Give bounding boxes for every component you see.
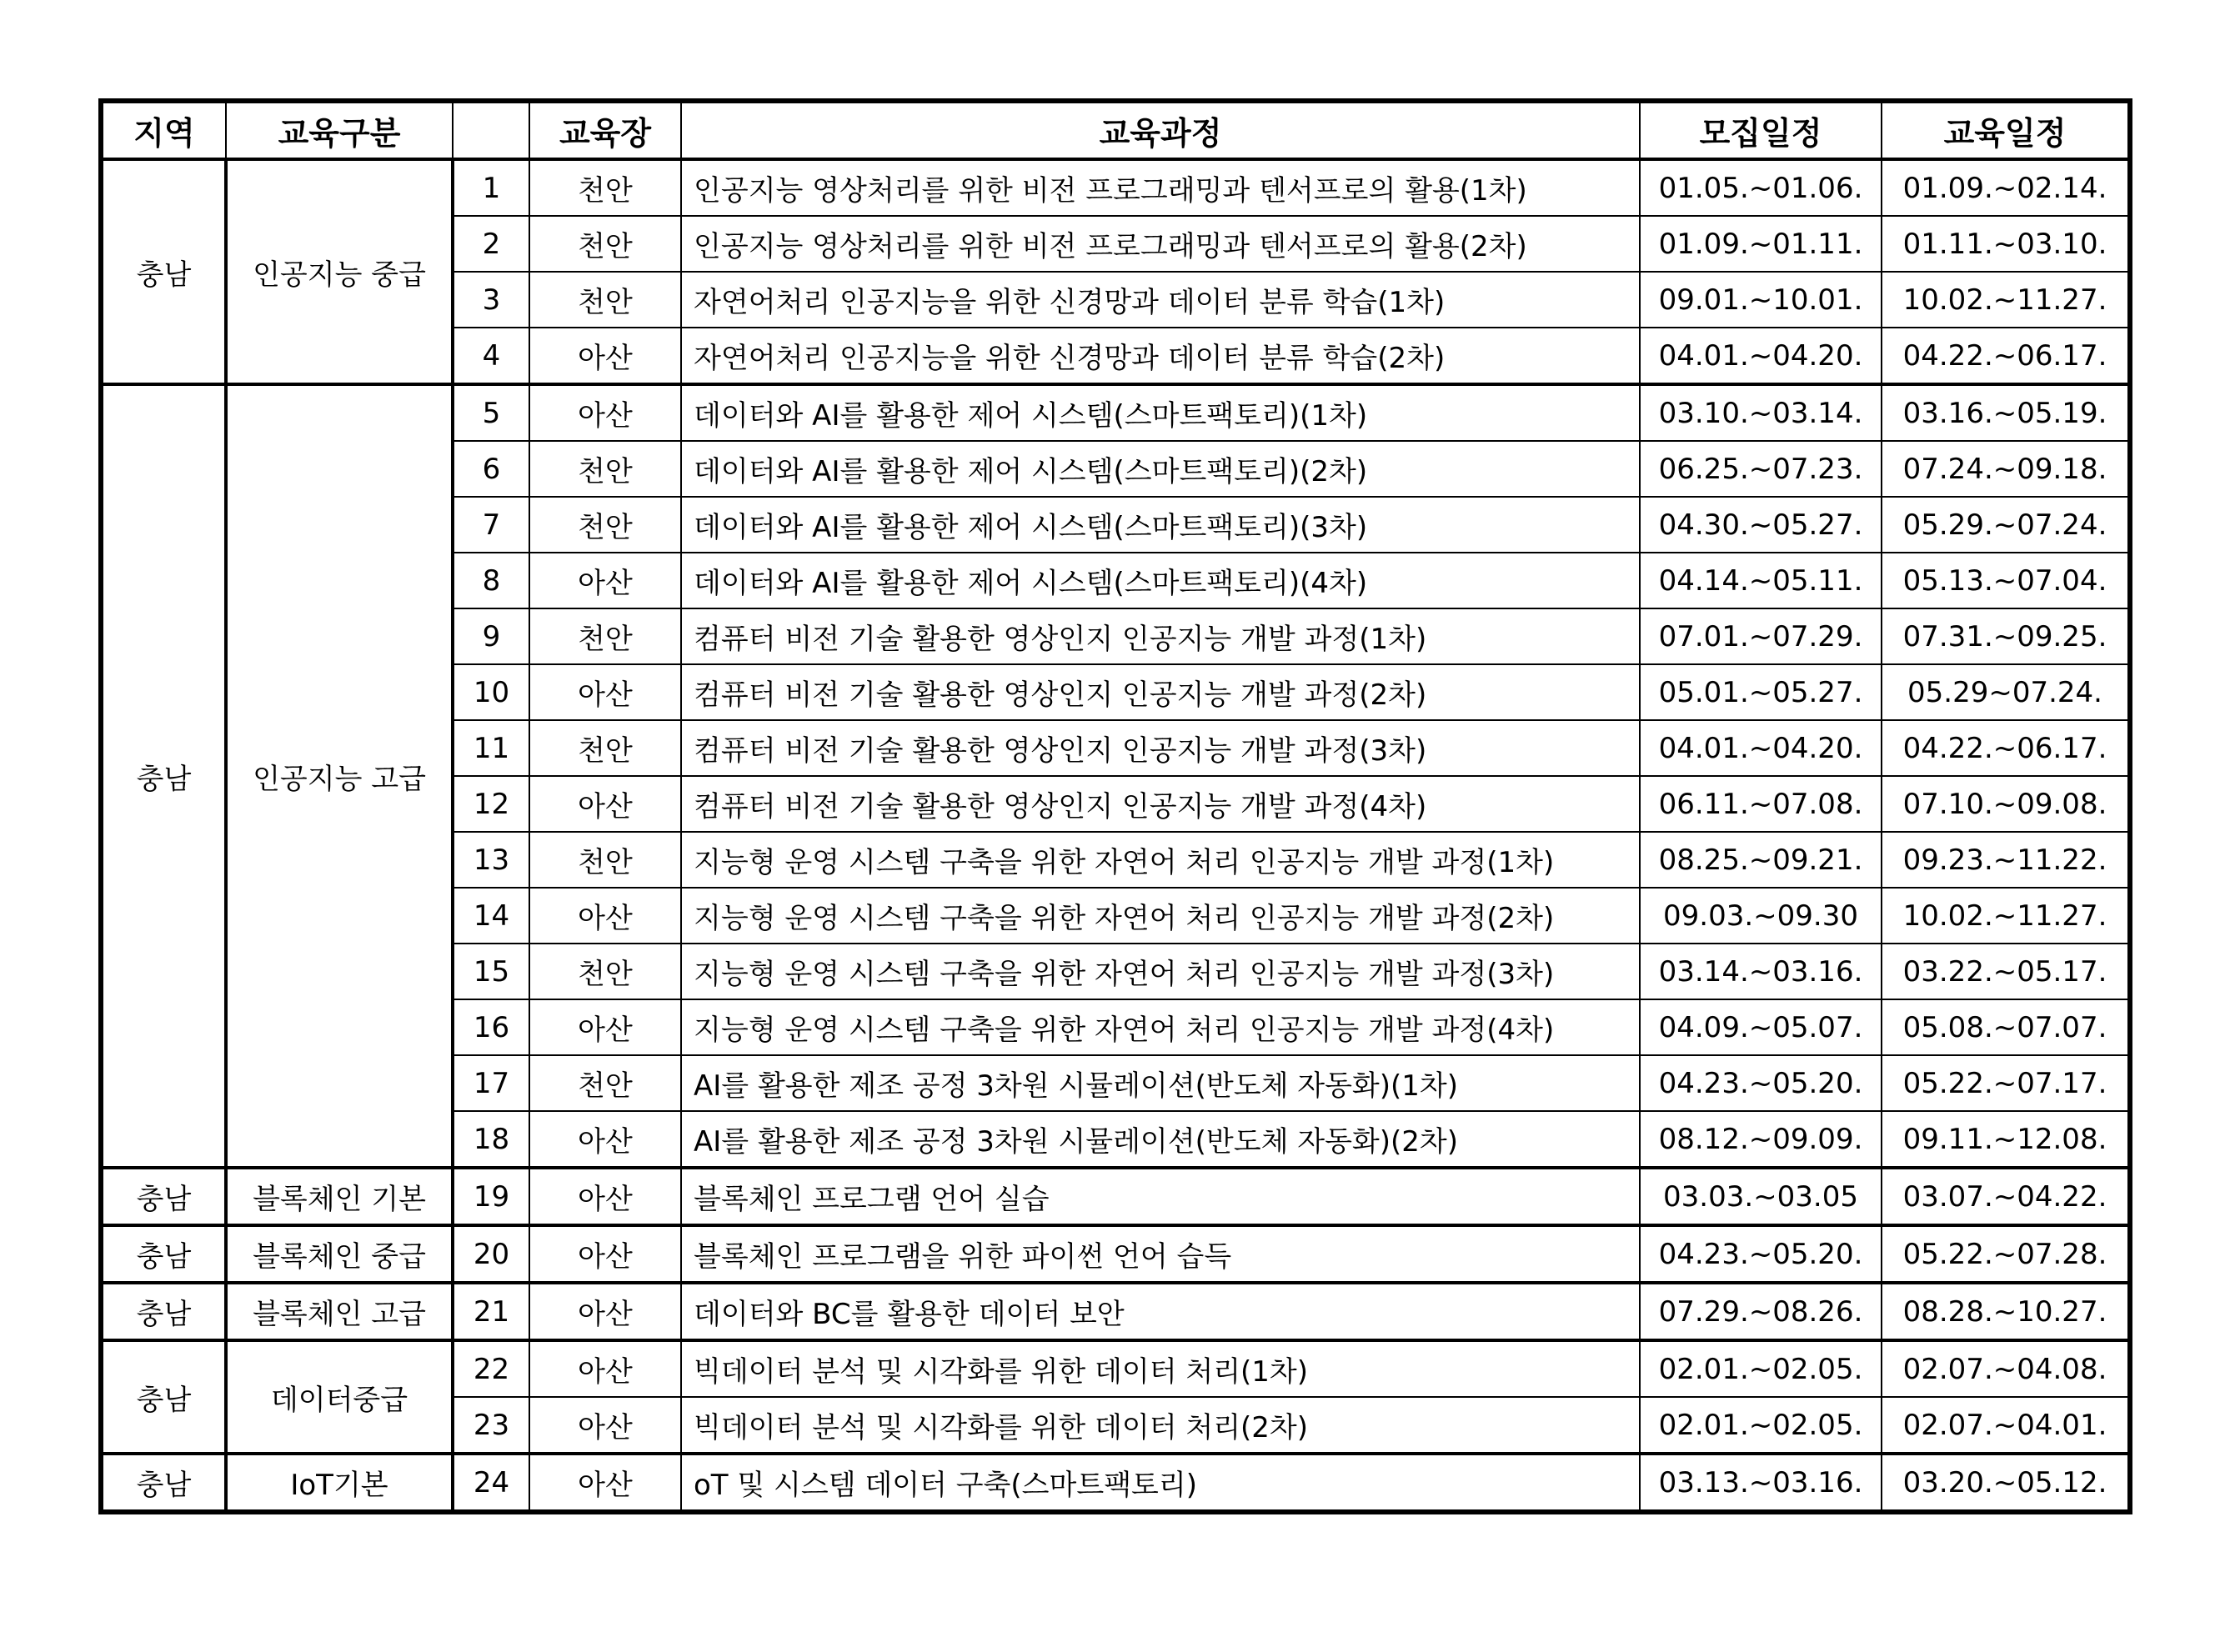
row-number: 13 [453,832,529,888]
row-course: 자연어처리 인공지능을 위한 신경망과 데이터 분류 학습(1차) [681,272,1640,328]
row-location: 아산 [529,1225,681,1283]
row-recruit: 04.09.~05.07. [1640,999,1882,1055]
row-location: 천안 [529,608,681,664]
row-location: 천안 [529,944,681,999]
row-education: 05.13.~07.04. [1882,553,2130,608]
row-location: 아산 [529,1111,681,1168]
row-number: 24 [453,1454,529,1512]
row-recruit: 01.09.~01.11. [1640,216,1882,272]
region-cell: 충남 [101,1283,226,1340]
row-education: 05.29.~07.24. [1882,497,2130,553]
row-course: 블록체인 프로그램 언어 실습 [681,1168,1640,1225]
row-education: 03.07.~04.22. [1882,1168,2130,1225]
row-education: 03.20.~05.12. [1882,1454,2130,1512]
row-education: 05.22.~07.17. [1882,1055,2130,1111]
header-category: 교육구분 [226,101,453,159]
row-location: 아산 [529,1340,681,1397]
row-recruit: 08.25.~09.21. [1640,832,1882,888]
region-cell: 충남 [101,384,226,1168]
table-row [101,1168,2130,1225]
education-schedule-table [98,98,2132,1514]
row-number: 16 [453,999,529,1055]
row-education: 07.10.~09.08. [1882,776,2130,832]
row-number: 12 [453,776,529,832]
category-cell: 인공지능 고급 [226,384,453,1168]
row-education: 03.16.~05.19. [1882,384,2130,441]
header-location: 교육장 [529,101,681,159]
row-recruit: 06.11.~07.08. [1640,776,1882,832]
category-cell: 블록체인 중급 [226,1225,453,1283]
row-course: AI를 활용한 제조 공정 3차원 시뮬레이션(반도체 자동화)(2차) [681,1111,1640,1168]
table-row [101,1283,2130,1340]
row-recruit: 03.14.~03.16. [1640,944,1882,999]
table-row [101,1340,2130,1397]
row-location: 천안 [529,216,681,272]
row-number: 18 [453,1111,529,1168]
row-recruit: 04.01.~04.20. [1640,720,1882,776]
row-location: 아산 [529,553,681,608]
row-education: 09.11.~12.08. [1882,1111,2130,1168]
row-course: 컴퓨터 비전 기술 활용한 영상인지 인공지능 개발 과정(4차) [681,776,1640,832]
row-recruit: 04.30.~05.27. [1640,497,1882,553]
row-recruit: 09.01.~10.01. [1640,272,1882,328]
row-course: 지능형 운영 시스템 구축을 위한 자연어 처리 인공지능 개발 과정(3차) [681,944,1640,999]
row-course: 데이터와 BC를 활용한 데이터 보안 [681,1283,1640,1340]
row-number: 14 [453,888,529,944]
row-location: 아산 [529,888,681,944]
row-number: 17 [453,1055,529,1111]
row-location: 천안 [529,832,681,888]
row-location: 아산 [529,328,681,384]
region-cell: 충남 [101,1168,226,1225]
row-course: oT 및 시스템 데이터 구축(스마트팩토리) [681,1454,1640,1512]
row-recruit: 08.12.~09.09. [1640,1111,1882,1168]
row-location: 천안 [529,159,681,216]
row-education: 10.02.~11.27. [1882,272,2130,328]
region-cell: 충남 [101,1454,226,1512]
row-course: 빅데이터 분석 및 시각화를 위한 데이터 처리(1차) [681,1340,1640,1397]
row-location: 천안 [529,497,681,553]
row-location: 천안 [529,720,681,776]
row-education: 01.09.~02.14. [1882,159,2130,216]
row-recruit: 03.10.~03.14. [1640,384,1882,441]
row-number: 5 [453,384,529,441]
row-number: 10 [453,664,529,720]
row-number: 11 [453,720,529,776]
category-cell: IoT기본 [226,1454,453,1512]
row-education: 05.29~07.24. [1882,664,2130,720]
row-recruit: 02.01.~02.05. [1640,1397,1882,1454]
region-cell: 충남 [101,1340,226,1454]
row-number: 7 [453,497,529,553]
row-location: 아산 [529,1168,681,1225]
row-location: 아산 [529,776,681,832]
row-location: 아산 [529,1283,681,1340]
row-location: 아산 [529,664,681,720]
row-course: 데이터와 AI를 활용한 제어 시스템(스마트팩토리)(2차) [681,441,1640,497]
row-course: 데이터와 AI를 활용한 제어 시스템(스마트팩토리)(3차) [681,497,1640,553]
row-number: 21 [453,1283,529,1340]
row-recruit: 03.13.~03.16. [1640,1454,1882,1512]
row-location: 아산 [529,999,681,1055]
row-course: 빅데이터 분석 및 시각화를 위한 데이터 처리(2차) [681,1397,1640,1454]
row-course: 인공지능 영상처리를 위한 비전 프로그래밍과 텐서프로의 활용(2차) [681,216,1640,272]
row-education: 05.22.~07.28. [1882,1225,2130,1283]
category-cell: 인공지능 중급 [226,159,453,384]
header-recruit-schedule: 모집일정 [1640,101,1882,159]
region-cell: 충남 [101,159,226,384]
row-recruit: 07.01.~07.29. [1640,608,1882,664]
row-education: 02.07.~04.08. [1882,1340,2130,1397]
row-recruit: 04.23.~05.20. [1640,1225,1882,1283]
row-number: 22 [453,1340,529,1397]
row-number: 23 [453,1397,529,1454]
row-recruit: 03.03.~03.05 [1640,1168,1882,1225]
row-location: 천안 [529,272,681,328]
row-number: 3 [453,272,529,328]
row-number: 15 [453,944,529,999]
row-recruit: 05.01.~05.27. [1640,664,1882,720]
table-row [101,384,2130,441]
row-number: 1 [453,159,529,216]
table-row [101,1225,2130,1283]
row-course: AI를 활용한 제조 공정 3차원 시뮬레이션(반도체 자동화)(1차) [681,1055,1640,1111]
row-recruit: 04.23.~05.20. [1640,1055,1882,1111]
row-education: 04.22.~06.17. [1882,328,2130,384]
header-education-schedule: 교육일정 [1882,101,2130,159]
row-recruit: 09.03.~09.30 [1640,888,1882,944]
row-number: 2 [453,216,529,272]
row-education: 03.22.~05.17. [1882,944,2130,999]
row-number: 6 [453,441,529,497]
row-location: 아산 [529,1454,681,1512]
row-course: 데이터와 AI를 활용한 제어 시스템(스마트팩토리)(4차) [681,553,1640,608]
row-recruit: 04.01.~04.20. [1640,328,1882,384]
row-course: 컴퓨터 비전 기술 활용한 영상인지 인공지능 개발 과정(1차) [681,608,1640,664]
row-location: 아산 [529,384,681,441]
row-education: 01.11.~03.10. [1882,216,2130,272]
row-education: 02.07.~04.01. [1882,1397,2130,1454]
category-cell: 데이터중급 [226,1340,453,1454]
row-location: 아산 [529,1397,681,1454]
row-course: 자연어처리 인공지능을 위한 신경망과 데이터 분류 학습(2차) [681,328,1640,384]
row-location: 천안 [529,441,681,497]
row-course: 인공지능 영상처리를 위한 비전 프로그래밍과 텐서프로의 활용(1차) [681,159,1640,216]
header-row [101,101,2130,159]
row-education: 10.02.~11.27. [1882,888,2130,944]
row-course: 지능형 운영 시스템 구축을 위한 자연어 처리 인공지능 개발 과정(1차) [681,832,1640,888]
header-no [453,101,529,159]
row-course: 블록체인 프로그램을 위한 파이썬 언어 습득 [681,1225,1640,1283]
row-recruit: 04.14.~05.11. [1640,553,1882,608]
row-recruit: 02.01.~02.05. [1640,1340,1882,1397]
row-education: 07.31.~09.25. [1882,608,2130,664]
row-recruit: 07.29.~08.26. [1640,1283,1882,1340]
row-number: 9 [453,608,529,664]
row-course: 데이터와 AI를 활용한 제어 시스템(스마트팩토리)(1차) [681,384,1640,441]
row-recruit: 06.25.~07.23. [1640,441,1882,497]
row-number: 4 [453,328,529,384]
row-education: 08.28.~10.27. [1882,1283,2130,1340]
row-education: 07.24.~09.18. [1882,441,2130,497]
row-number: 19 [453,1168,529,1225]
table-row [101,159,2130,216]
row-course: 지능형 운영 시스템 구축을 위한 자연어 처리 인공지능 개발 과정(4차) [681,999,1640,1055]
row-location: 천안 [529,1055,681,1111]
header-region: 지역 [101,101,226,159]
header-course: 교육과정 [681,101,1640,159]
row-education: 09.23.~11.22. [1882,832,2130,888]
category-cell: 블록체인 고급 [226,1283,453,1340]
row-course: 컴퓨터 비전 기술 활용한 영상인지 인공지능 개발 과정(3차) [681,720,1640,776]
row-number: 20 [453,1225,529,1283]
table-row [101,1454,2130,1512]
row-number: 8 [453,553,529,608]
row-education: 05.08.~07.07. [1882,999,2130,1055]
region-cell: 충남 [101,1225,226,1283]
row-course: 컴퓨터 비전 기술 활용한 영상인지 인공지능 개발 과정(2차) [681,664,1640,720]
row-course: 지능형 운영 시스템 구축을 위한 자연어 처리 인공지능 개발 과정(2차) [681,888,1640,944]
row-education: 04.22.~06.17. [1882,720,2130,776]
category-cell: 블록체인 기본 [226,1168,453,1225]
row-recruit: 01.05.~01.06. [1640,159,1882,216]
